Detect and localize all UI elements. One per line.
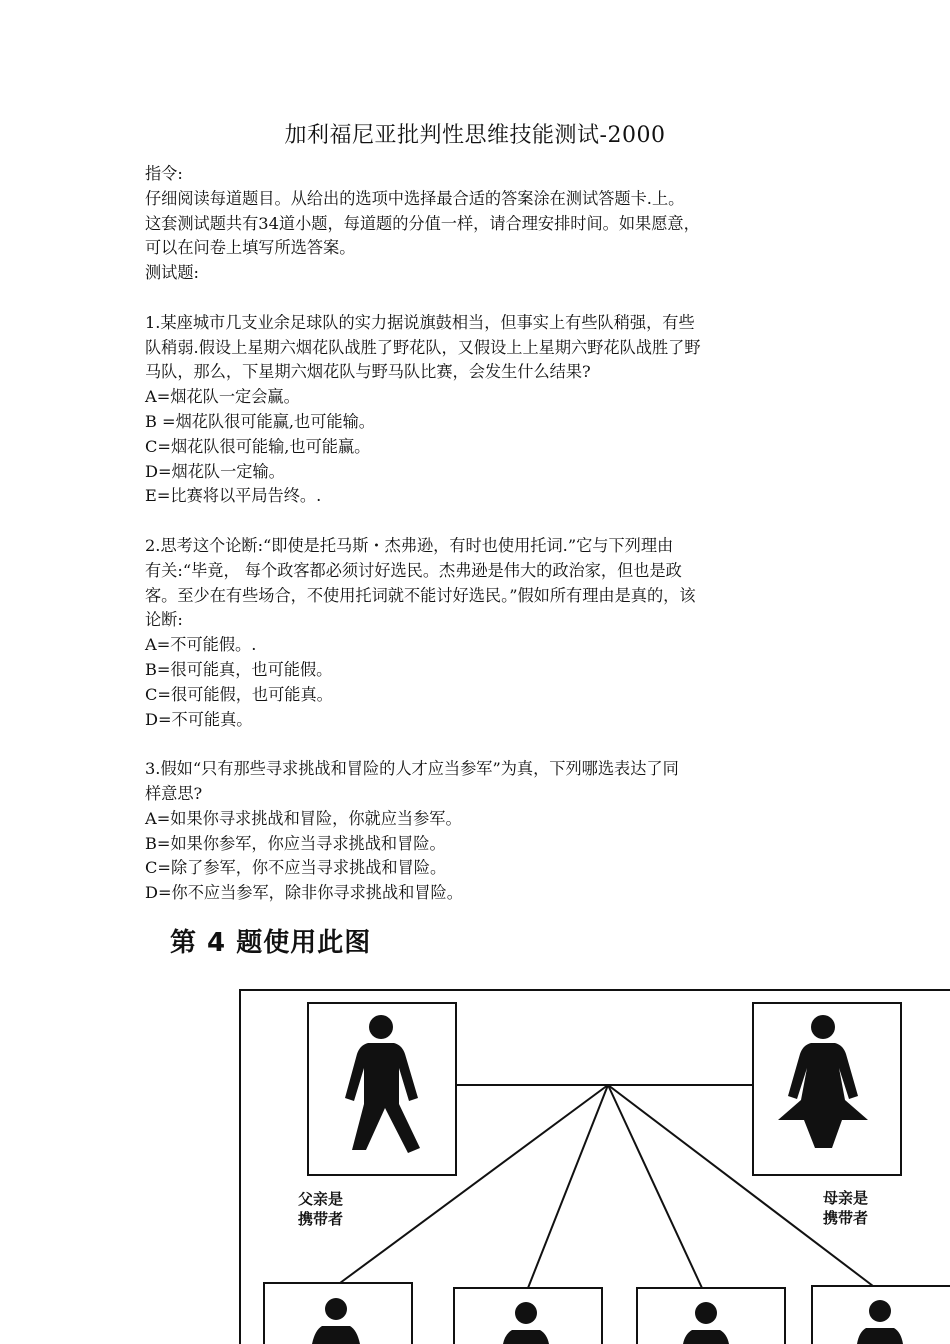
father-label-line: 携带者 [298,1210,344,1228]
child-figure-icon [683,1302,729,1344]
option-b: B =烟花队很可能赢,也可能输。 [145,411,375,431]
instructions-heading: 指令: [145,164,183,183]
option-a: A=不可能假。. [145,635,257,655]
question-stem-line: 论断: [145,610,183,630]
question-stem-line: 2.思考这个论断:“即使是托马斯・杰弗逊，有时也使用托词.”它与下列理由 [145,535,674,555]
option-e: E=比赛将以平局告终。. [145,486,322,506]
figure-caption: 第 4 题使用此图 [170,928,372,958]
question-stem-line: 客。至少在有些场合，不使用托词就不能讨好选民。”假如所有理由是真的，该 [145,585,696,605]
figure-frame [240,990,950,1344]
option-d: D=烟花队一定输。 [145,461,285,481]
child-figure-icon [503,1302,549,1344]
mother-label-line: 携带者 [823,1209,869,1227]
option-c: C=烟花队很可能输,也可能赢。 [145,436,371,456]
father-carrier-label [298,1189,378,1229]
document-title: 加利福尼亚批判性思维技能测试-2000 [284,123,666,148]
mother-carrier-label [823,1188,903,1228]
female-figure-icon [778,1015,868,1148]
question-stem-line: 马队，那么，下星期六烟花队与野马队比赛，会发生什么结果? [145,362,591,382]
instruction-line: 这套测试题共有34道小题，每道题的分值一样，请合理安排时间。如果愿意， [145,213,700,233]
question-stem-line: 队稍弱.假设上星期六烟花队战胜了野花队，又假设上上星期六野花队战胜了野 [145,337,701,357]
father-label-line: 父亲是 [298,1190,344,1208]
child-figure-icon [312,1298,360,1344]
question-stem-line: 有关:“毕竟， 每个政客都必须讨好选民。杰弗逊是伟大的政治家，但也是政 [145,560,682,580]
option-d: D=你不应当参军，除非你寻求挑战和冒险。 [145,883,463,903]
child-figure-icon [857,1300,903,1344]
question-stem-line: 3.假如“只有那些寻求挑战和冒险的人才应当参军”为真，下列哪选表达了同 [145,759,679,779]
instruction-line: 仔细阅读每道题目。从给出的选项中选择最合适的答案涂在测试答题卡.上。 [145,188,685,208]
question-stem-line: 样意思? [145,783,203,803]
test-heading: 测试题: [145,263,200,283]
option-b: B=很可能真，也可能假。 [145,659,333,679]
option-a: A=如果你寻求挑战和冒险，你就应当参军。 [145,808,462,828]
option-c: C=除了参军，你不应当寻求挑战和冒险。 [145,858,447,878]
option-b: B=如果你参军，你应当寻求挑战和冒险。 [145,833,446,853]
male-figure-icon [345,1015,420,1153]
option-a: A=烟花队一定会赢。 [145,387,300,407]
question-stem-line: 1.某座城市几支业余足球队的实力据说旗鼓相当，但事实上有些队稍强，有些 [145,312,695,332]
option-d: D=不可能真。 [145,709,253,729]
descent-line [608,1085,702,1288]
mother-label-line: 母亲是 [823,1189,869,1207]
instruction-line: 可以在问卷上填写所选答案。 [145,238,356,258]
option-c: C=很可能假，也可能真。 [145,684,333,704]
